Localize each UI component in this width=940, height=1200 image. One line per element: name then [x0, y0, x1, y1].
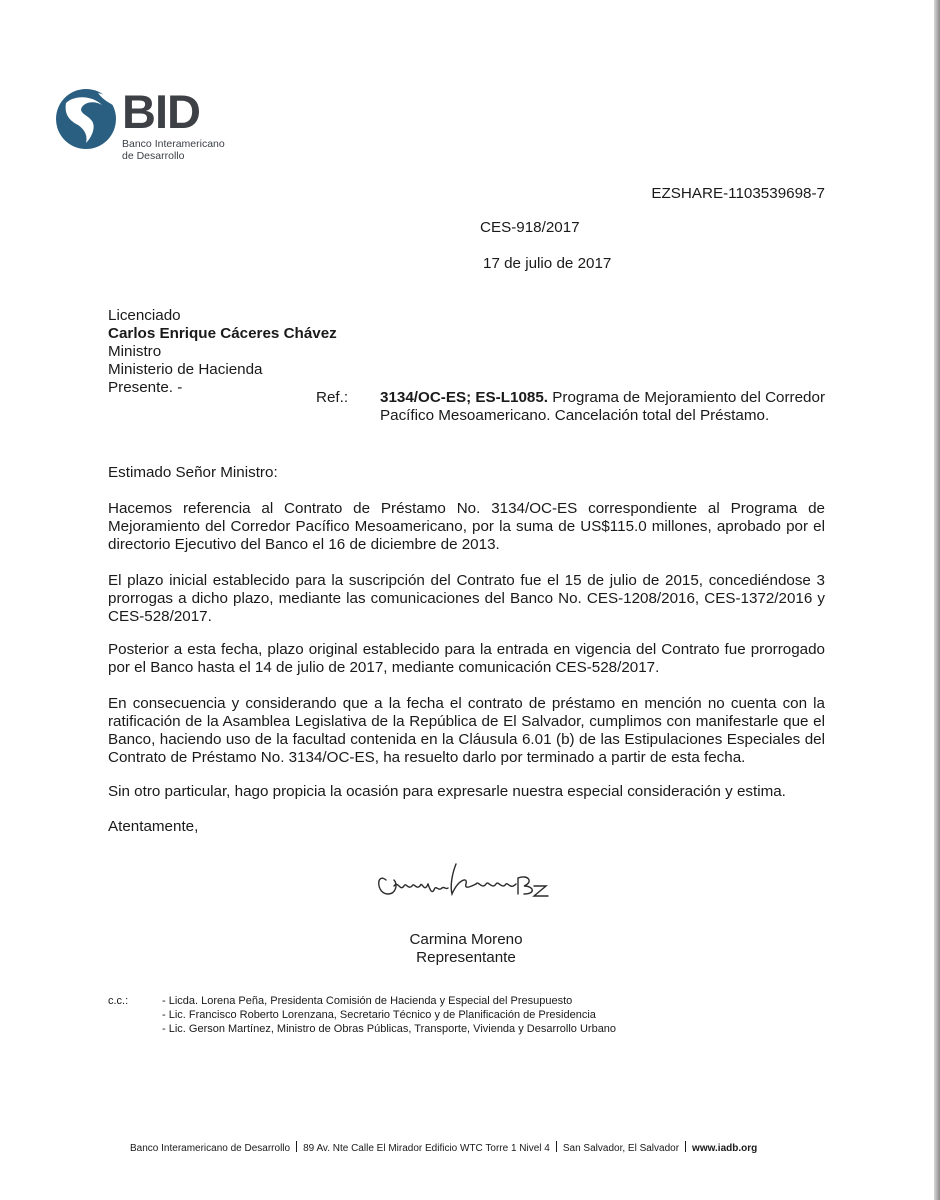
footer-address: 89 Av. Nte Calle El Mirador Edificio WTC Torre 1 Nivel 4 [303, 1143, 550, 1154]
paragraph-1: Hacemos referencia al Contrato de Préstamo No. 3134/OC-ES correspondiente al Programa de Mejoramiento del Corredor Pacífico Mesoamericano, por la suma de US$115.0 millones, aprobado por el directorio Ejecutivo del Banco el 16 de diciembre de 2013. [108, 500, 825, 553]
cc-list [162, 994, 616, 1036]
cc-recipient: - Lic. Gerson Martínez, Ministro de Obras Públicas, Transporte, Vivienda y Desarrollo Urbano [162, 1023, 617, 1035]
reference-label: Ref.: [316, 389, 349, 406]
reference-code: 3134/OC-ES; ES-L1085. [380, 389, 549, 406]
footer-city: San Salvador, El Salvador [562, 1143, 680, 1154]
recipient-title: Licenciado [108, 307, 181, 324]
globe-logo-icon [52, 85, 122, 151]
footer-org: Banco Interamericano de Desarrollo [130, 1143, 291, 1154]
salutation: Estimado Señor Ministro: [108, 464, 278, 481]
reference-subject [380, 389, 825, 425]
recipient-ministry: Ministerio de Hacienda [108, 361, 263, 378]
footer-website: www.iadb.org [692, 1143, 758, 1154]
footer-separator [296, 1141, 297, 1152]
signatory-title: Representante [416, 949, 516, 966]
paragraph-2: El plazo inicial establecido para la suscripción del Contrato fue el 15 de julio de 2015, concediéndose 3 prorrogas a dicho plazo, mediante las comunicaciones del Banco No. CES-1208/2016, CES-1372/2016 y CES-528/2017. [108, 572, 825, 625]
logo-subtitle-line-2: de Desarrollo [122, 150, 185, 162]
scan-edge [934, 0, 940, 1200]
letter-date: 17 de julio de 2017 [483, 255, 612, 272]
recipient-position: Ministro [108, 343, 162, 360]
paragraph-3: Posterior a esta fecha, plazo original establecido para la entrada en vigencia del Contrato fue prorrogado por el Banco hasta el 14 de julio de 2017, mediante comunicación CES-528/2017. [108, 641, 825, 676]
reference-text: Programa de Mejoramiento del Corredor Pacífico Mesoamericano. Cancelación total del Préstamo. [380, 389, 825, 424]
reference-number: CES-918/2017 [480, 219, 580, 236]
logo-subtitle-line-1: Banco Interamericano [122, 138, 225, 150]
logo-wordmark: BID [122, 85, 200, 138]
logo-subtitle [122, 138, 272, 162]
cc-recipient: - Lic. Francisco Roberto Lorenzana, Secretario Técnico y de Planificación de Presidencia [162, 1009, 596, 1021]
ezshare-code: EZSHARE-1103539698-7 [651, 185, 825, 202]
footer-separator [556, 1141, 557, 1152]
signatory-name: Carmina Moreno [409, 931, 523, 948]
recipient-presente: Presente. - [108, 379, 183, 396]
footer-separator [685, 1141, 686, 1152]
cc-label: c.c.: [108, 995, 129, 1007]
handwritten-signature [368, 850, 568, 910]
closing: Atentamente, [108, 818, 199, 835]
recipient-name: Carlos Enrique Cáceres Chávez [108, 325, 337, 342]
cc-recipient: - Licda. Lorena Peña, Presidenta Comisión de Hacienda y Especial del Presupuesto [162, 995, 573, 1007]
paragraph-5: Sin otro particular, hago propicia la ocasión para expresarle nuestra especial consideración y estima. [108, 783, 786, 800]
paragraph-4: En consecuencia y considerando que a la fecha el contrato de préstamo en mención no cuenta con la ratificación de la Asamblea Legislativa de la República de El Salvador, cumplimos con manifestarle que el Banco, haciendo uso de la facultad contenida en la Cláusula 6.01 (b) de las Estipulaciones Especiales del Contrato de Préstamo No. 3134/OC-ES, ha resuelto darlo por terminado a partir de esta fecha. [108, 695, 825, 766]
recipient-block [108, 307, 337, 397]
footer [130, 1141, 830, 1156]
bid-logo [52, 85, 252, 165]
